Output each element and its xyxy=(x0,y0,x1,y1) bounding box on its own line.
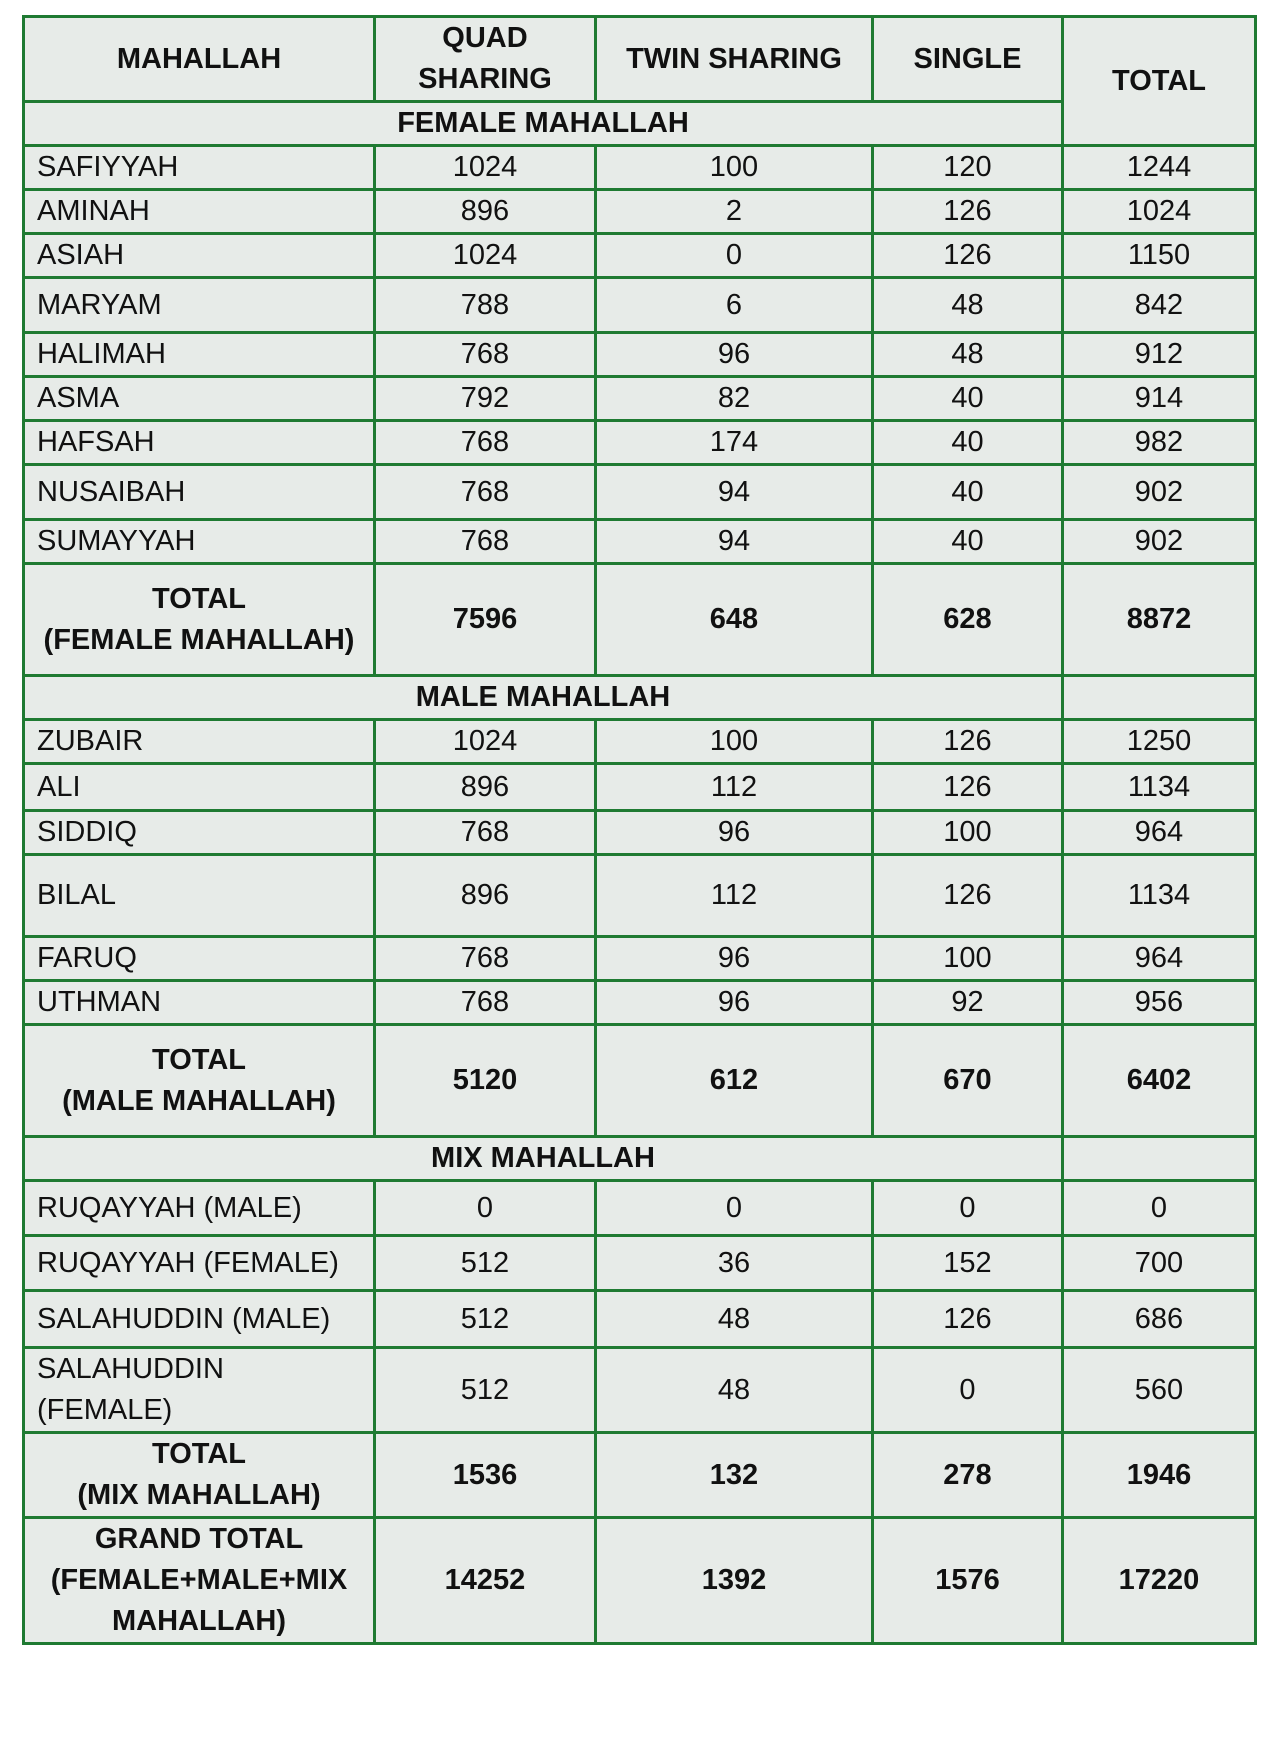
table-row xyxy=(24,520,1256,564)
female-total-label-line2: (FEMALE MAHALLAH) xyxy=(43,623,355,656)
row-total-value: 912 xyxy=(1063,333,1256,377)
table-row xyxy=(24,234,1256,278)
quad-sharing-value: 768 xyxy=(375,465,596,520)
mahallah-name: SAFIYYAH xyxy=(24,146,375,190)
grand-total-label xyxy=(24,1518,375,1644)
single-value: 40 xyxy=(873,465,1063,520)
single-value: 100 xyxy=(873,811,1063,855)
mix-total-label-line1: TOTAL xyxy=(152,1438,246,1470)
female-section-title: FEMALE MAHALLAH xyxy=(24,102,1063,146)
quad-sharing-value: 768 xyxy=(375,937,596,981)
male-total-twin: 612 xyxy=(596,1025,873,1137)
single-value: 126 xyxy=(873,234,1063,278)
mahallah-name: HALIMAH xyxy=(24,333,375,377)
quad-sharing-value: 1024 xyxy=(375,234,596,278)
mahallah-name: SUMAYYAH xyxy=(24,520,375,564)
single-value: 152 xyxy=(873,1236,1063,1291)
male-total-quad: 5120 xyxy=(375,1025,596,1137)
male-total-row xyxy=(24,1025,1256,1137)
twin-sharing-value: 100 xyxy=(596,146,873,190)
mahallah-name: MARYAM xyxy=(24,278,375,333)
quad-sharing-value: 896 xyxy=(375,764,596,811)
quad-sharing-value: 768 xyxy=(375,811,596,855)
table-row xyxy=(24,981,1256,1025)
mix-total-label-line2: (MIX MAHALLAH) xyxy=(77,1479,321,1511)
mix-total-total: 1946 xyxy=(1063,1433,1256,1518)
mahallah-name: HAFSAH xyxy=(24,421,375,465)
row-total-value: 964 xyxy=(1063,937,1256,981)
table-row xyxy=(24,937,1256,981)
table-row xyxy=(24,855,1256,937)
mix-total-quad: 1536 xyxy=(375,1433,596,1518)
male-total-label-line2: (MALE MAHALLAH) xyxy=(62,1084,336,1117)
twin-sharing-value: 2 xyxy=(596,190,873,234)
twin-sharing-value: 96 xyxy=(596,811,873,855)
mahallah-name: ZUBAIR xyxy=(24,720,375,764)
female-total-twin: 648 xyxy=(596,564,873,676)
single-value: 126 xyxy=(873,190,1063,234)
mix-section-title: MIX MAHALLAH xyxy=(24,1137,1063,1181)
table-row xyxy=(24,1181,1256,1236)
mahallah-name: NUSAIBAH xyxy=(24,465,375,520)
single-value: 40 xyxy=(873,421,1063,465)
quad-sharing-value: 1024 xyxy=(375,720,596,764)
single-value: 40 xyxy=(873,377,1063,421)
male-total-single: 670 xyxy=(873,1025,1063,1137)
table-row xyxy=(24,1348,1256,1433)
quad-sharing-value: 768 xyxy=(375,421,596,465)
table-row xyxy=(24,278,1256,333)
row-total-value: 1134 xyxy=(1063,764,1256,811)
header-mahallah: MAHALLAH xyxy=(24,17,375,102)
mahallah-name: UTHMAN xyxy=(24,981,375,1025)
quad-sharing-value: 1024 xyxy=(375,146,596,190)
quad-sharing-value: 768 xyxy=(375,981,596,1025)
mix-total-single: 278 xyxy=(873,1433,1063,1518)
row-total-value: 1250 xyxy=(1063,720,1256,764)
row-total-value: 1134 xyxy=(1063,855,1256,937)
single-value: 92 xyxy=(873,981,1063,1025)
female-total-label xyxy=(24,564,375,676)
row-total-value: 1244 xyxy=(1063,146,1256,190)
quad-sharing-value: 792 xyxy=(375,377,596,421)
row-total-value: 982 xyxy=(1063,421,1256,465)
quad-sharing-value: 512 xyxy=(375,1348,596,1433)
table-row xyxy=(24,421,1256,465)
header-total: TOTAL xyxy=(1063,17,1256,146)
single-value: 48 xyxy=(873,278,1063,333)
twin-sharing-value: 96 xyxy=(596,937,873,981)
single-value: 126 xyxy=(873,1291,1063,1348)
header-single: SINGLE xyxy=(873,17,1063,102)
mahallah-name: ASIAH xyxy=(24,234,375,278)
male-section-row xyxy=(24,676,1256,720)
header-quad-sharing: QUAD SHARING xyxy=(375,17,596,102)
twin-sharing-value: 82 xyxy=(596,377,873,421)
quad-sharing-value: 768 xyxy=(375,520,596,564)
quad-sharing-value: 512 xyxy=(375,1291,596,1348)
quad-sharing-value: 788 xyxy=(375,278,596,333)
male-total-label xyxy=(24,1025,375,1137)
single-value: 40 xyxy=(873,520,1063,564)
single-value: 100 xyxy=(873,937,1063,981)
female-total-label-line1: TOTAL xyxy=(152,582,246,615)
row-total-value: 1150 xyxy=(1063,234,1256,278)
twin-sharing-value: 112 xyxy=(596,855,873,937)
twin-sharing-value: 174 xyxy=(596,421,873,465)
single-value: 48 xyxy=(873,333,1063,377)
table-row xyxy=(24,190,1256,234)
twin-sharing-value: 48 xyxy=(596,1348,873,1433)
grand-total-row xyxy=(24,1518,1256,1644)
mix-total-label xyxy=(24,1433,375,1518)
table-row xyxy=(24,720,1256,764)
grand-total-total: 17220 xyxy=(1063,1518,1256,1644)
row-total-value: 686 xyxy=(1063,1291,1256,1348)
row-total-value: 560 xyxy=(1063,1348,1256,1433)
table-row xyxy=(24,1291,1256,1348)
mahallah-name: BILAL xyxy=(24,855,375,937)
mahallah-name: SIDDIQ xyxy=(24,811,375,855)
mix-total-row xyxy=(24,1433,1256,1518)
mahallah-name: SALAHUDDIN (MALE) xyxy=(24,1291,375,1348)
row-total-value: 1024 xyxy=(1063,190,1256,234)
female-total-single: 628 xyxy=(873,564,1063,676)
twin-sharing-value: 48 xyxy=(596,1291,873,1348)
twin-sharing-value: 94 xyxy=(596,520,873,564)
twin-sharing-value: 96 xyxy=(596,981,873,1025)
quad-sharing-value: 896 xyxy=(375,190,596,234)
mahallah-name: AMINAH xyxy=(24,190,375,234)
male-total-total: 6402 xyxy=(1063,1025,1256,1137)
quad-sharing-value: 512 xyxy=(375,1236,596,1291)
mahallah-name: ALI xyxy=(24,764,375,811)
table-row xyxy=(24,146,1256,190)
grand-total-label-line3: MAHALLAH) xyxy=(112,1605,286,1637)
row-total-value: 956 xyxy=(1063,981,1256,1025)
quad-sharing-value: 896 xyxy=(375,855,596,937)
twin-sharing-value: 100 xyxy=(596,720,873,764)
grand-total-single: 1576 xyxy=(873,1518,1063,1644)
mahallah-capacity-table xyxy=(22,15,1257,1645)
row-total-value: 902 xyxy=(1063,465,1256,520)
twin-sharing-value: 6 xyxy=(596,278,873,333)
grand-total-quad: 14252 xyxy=(375,1518,596,1644)
twin-sharing-value: 96 xyxy=(596,333,873,377)
header-twin-sharing: TWIN SHARING xyxy=(596,17,873,102)
twin-sharing-value: 94 xyxy=(596,465,873,520)
row-total-value: 0 xyxy=(1063,1181,1256,1236)
single-value: 126 xyxy=(873,764,1063,811)
twin-sharing-value: 36 xyxy=(596,1236,873,1291)
table-row xyxy=(24,377,1256,421)
male-section-title: MALE MAHALLAH xyxy=(24,676,1063,720)
grand-total-label-line1: GRAND TOTAL xyxy=(94,1523,304,1555)
row-total-value: 914 xyxy=(1063,377,1256,421)
row-total-value: 700 xyxy=(1063,1236,1256,1291)
single-value: 0 xyxy=(873,1181,1063,1236)
male-section-blank xyxy=(1063,676,1256,720)
mix-total-twin: 132 xyxy=(596,1433,873,1518)
grand-total-twin: 1392 xyxy=(596,1518,873,1644)
table-row xyxy=(24,811,1256,855)
table-row xyxy=(24,465,1256,520)
mahallah-name: RUQAYYAH (FEMALE) xyxy=(24,1236,375,1291)
row-total-value: 964 xyxy=(1063,811,1256,855)
mahallah-name: ASMA xyxy=(24,377,375,421)
female-total-row xyxy=(24,564,1256,676)
quad-sharing-value: 0 xyxy=(375,1181,596,1236)
table-row xyxy=(24,333,1256,377)
grand-total-label-line2: (FEMALE+MALE+MIX xyxy=(50,1564,348,1596)
twin-sharing-value: 0 xyxy=(596,234,873,278)
quad-sharing-value: 768 xyxy=(375,333,596,377)
mahallah-name: SALAHUDDIN (FEMALE) xyxy=(24,1348,375,1433)
single-value: 126 xyxy=(873,720,1063,764)
female-total-quad: 7596 xyxy=(375,564,596,676)
mahallah-name: RUQAYYAH (MALE) xyxy=(24,1181,375,1236)
female-total-total: 8872 xyxy=(1063,564,1256,676)
row-total-value: 842 xyxy=(1063,278,1256,333)
mahallah-name: FARUQ xyxy=(24,937,375,981)
single-value: 0 xyxy=(873,1348,1063,1433)
twin-sharing-value: 0 xyxy=(596,1181,873,1236)
mix-section-blank xyxy=(1063,1137,1256,1181)
row-total-value: 902 xyxy=(1063,520,1256,564)
table-row xyxy=(24,1236,1256,1291)
mix-section-row xyxy=(24,1137,1256,1181)
single-value: 120 xyxy=(873,146,1063,190)
twin-sharing-value: 112 xyxy=(596,764,873,811)
single-value: 126 xyxy=(873,855,1063,937)
table-row xyxy=(24,764,1256,811)
male-total-label-line1: TOTAL xyxy=(152,1043,246,1076)
